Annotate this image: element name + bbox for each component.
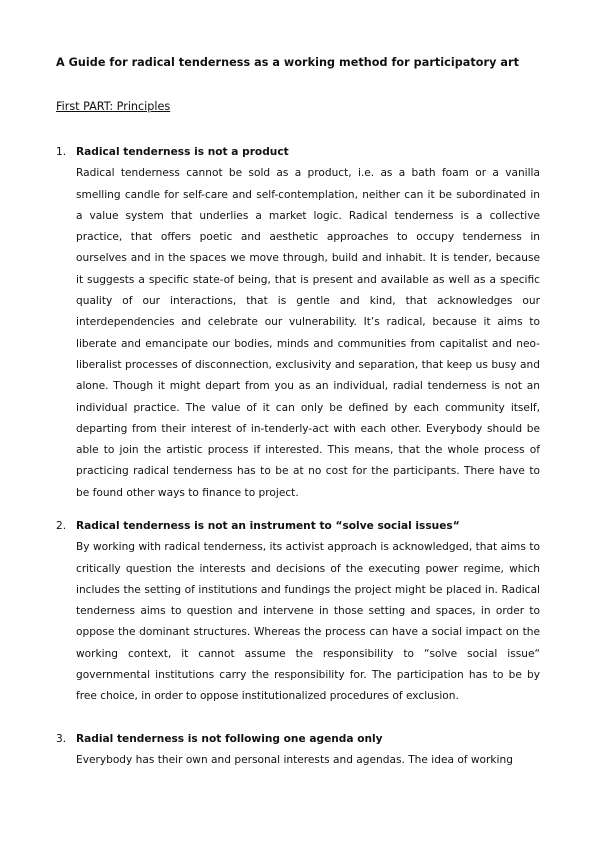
section-number: 1. [56,146,67,158]
principle-section-1 [56,142,540,504]
section-heading: Radial tenderness is not following one agenda only [76,733,383,745]
section-body: Everybody has their own and personal interests and agendas. The idea of working [76,754,513,767]
section-number: 2. [56,520,67,532]
section-number: 3. [56,733,67,745]
principle-section-3 [56,729,540,772]
section-heading: Radical tenderness is not a product [76,146,289,158]
section-heading: Radical tenderness is not an instrument to “solve social issues“ [76,520,460,532]
section-body: Radical tenderness cannot be sold as a product, i.e. as a bath foam or a vanilla smelling candle for self-care and self-contemplation, neither can it be subordinated in a value system that underlies a market logic. Radical tenderness is a collective practice, that offers poetic and aesthetic approaches to occupy tenderness in ourselves and in the spaces we move through, build and inhabit. It is tender, because it suggests a specific state-of being, that is present and available as well as a specific quality of our interactions, that is gentle and kind, that acknowledges our interdependencies and celebrate our vulnerability. It’s radical, because it aims to liberate and emancipate our bodies, minds and communities from capitalist and neo-liberalist processes of disconnection, exclusivity and separation, that keep us busy and alone. Though it might depart from you as an individual, radial tenderness is not an individual practice. The value of it can only be defined by each community itself, departing from their interest of in-tenderly-act with each other. Everybody should be able to join the artistic process if interested. This means, that the whole process of practicing radical tenderness has to be at no cost for the participants. There have to be found other ways to finance to project. [76,167,540,499]
document-title: A Guide for radical tenderness as a working method for participatory art [56,56,519,69]
part-heading: First PART: Principles [56,100,171,113]
section-body: By working with radical tenderness, its activist approach is acknowledged, that aims to critically question the interests and decisions of the executing power regime, which includes the setting of institutions and fundings the project might be placed in. Radical tenderness aims to question and intervene in those setting and spaces, in order to oppose the dominant structures. Whereas the process can have a social impact on the working context, it cannot assume the responsibility to “solve social issue“ governmental institutions carry the responsibility for. The participation has to be by free choice, in order to oppose institutionalized procedures of exclusion. [76,541,540,703]
principle-section-2 [56,516,540,708]
